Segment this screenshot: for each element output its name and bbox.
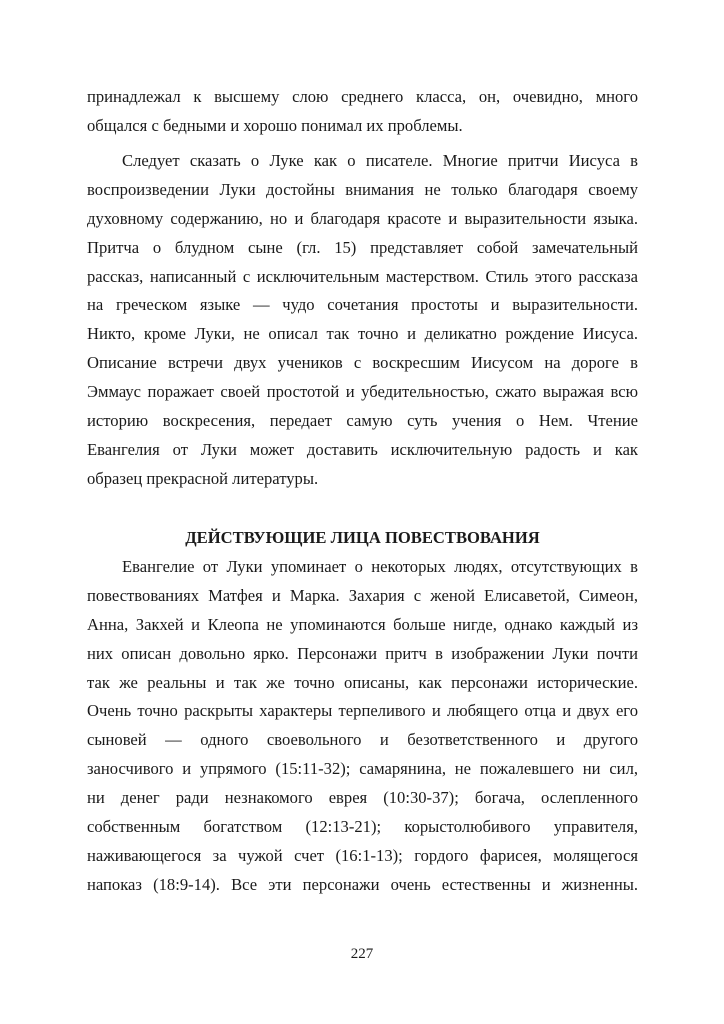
text-line: Описание встречи двух учеников с воскресшим Иисусом на дороге в xyxy=(87,353,638,373)
text-line: общался с бедными и хорошо понимал их проблемы. xyxy=(87,115,463,135)
text-line: собственным богатством (12:13-21); корыстолюбивого управителя, xyxy=(87,817,638,837)
text-line: напоказ (18:9-14). Все эти персонажи очень естественны и жизненны. xyxy=(87,874,638,894)
text-line: духовному содержанию, но и благодаря красоте и выразительности языка. xyxy=(87,208,638,228)
text-line: Следует сказать о Луке как о писателе. Многие притчи Иисуса в xyxy=(122,151,638,170)
paragraph-luke-as-writer xyxy=(87,147,638,494)
text-line: сыновей — одного своевольного и безответственного и другого xyxy=(87,730,638,750)
text-line: Эммаус поражает своей простотой и убедительностью, сжато выражая всю xyxy=(87,382,638,402)
text-line: Анна, Закхей и Клеопа не упоминаются больше нигде, однако каждый из xyxy=(87,614,638,634)
text-line: образец прекрасной литературы. xyxy=(87,468,319,488)
text-line: Никто, кроме Луки, не описал так точно и деликатно рождение Иисуса. xyxy=(87,324,638,344)
text-line: них описан довольно ярко. Персонажи притч в изображении Луки почти xyxy=(87,643,638,663)
text-line: историю воскресения, передает самую суть учения о Нем. Чтение xyxy=(87,411,638,431)
paragraph-characters xyxy=(87,553,638,900)
text-line: рассказ, написанный с исключительным мастерством. Стиль этого рассказа xyxy=(87,266,638,286)
text-line: Евангелия от Луки может доставить исключительную радость и как xyxy=(87,439,638,459)
text-line: на греческом языке — чудо сочетания простоты и выразительности. xyxy=(87,295,638,315)
text-line: принадлежал к высшему слою среднего класса, он, очевидно, много xyxy=(87,87,638,106)
text-line: воспроизведении Луки достойны внимания не только благодаря своему xyxy=(87,179,638,199)
text-line: Евангелие от Луки упоминает о некоторых людях, отсутствующих в xyxy=(122,557,638,576)
text-line: заносчивого и упрямого (15:11-32); самарянина, не пожалевшего ни сил, xyxy=(87,759,638,779)
text-line: наживающегося за чужой счет (16:1-13); гордого фарисея, молящегося xyxy=(87,845,638,865)
text-line: Очень точно раскрыты характеры терпеливого и любящего отца и двух его xyxy=(87,701,638,721)
page-number: 227 xyxy=(350,946,374,962)
text-line: Притча о блудном сыне (гл. 15) представляет собой замечательный xyxy=(87,237,638,257)
text-line: так же реальны и так же точно описаны, как персонажи исторические. xyxy=(87,672,638,692)
text-line: повествованиях Матфея и Марка. Захария с женой Елисаветой, Симеон, xyxy=(87,585,638,605)
text-line: ни денег ради незнакомого еврея (10:30-37); богача, ослепленного xyxy=(87,788,638,808)
section-heading: ДЕЙСТВУЮЩИЕ ЛИЦА ПОВЕСТВОВАНИЯ xyxy=(185,528,540,547)
paragraph-continuation xyxy=(87,83,638,141)
